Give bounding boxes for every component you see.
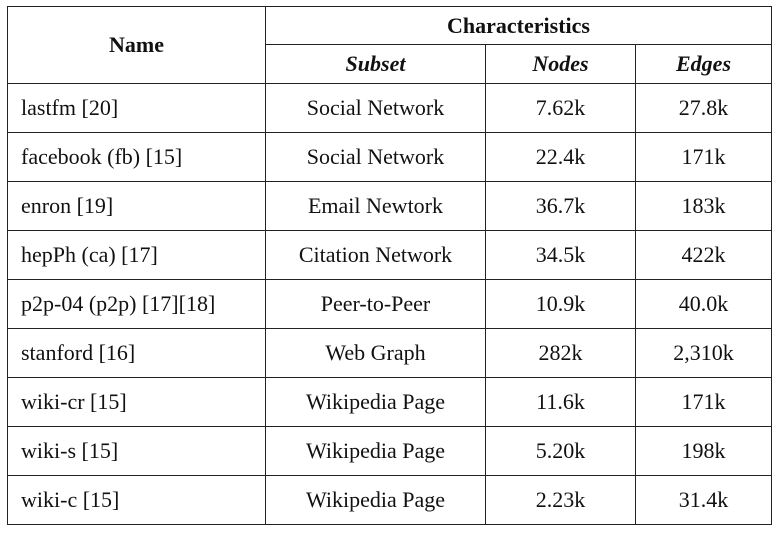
header-name: Name xyxy=(8,7,266,84)
cell-nodes: 282k xyxy=(486,329,636,378)
cell-edges: 40.0k xyxy=(636,280,772,329)
cell-name: p2p-04 (p2p) [17][18] xyxy=(8,280,266,329)
cell-subset: Peer-to-Peer xyxy=(266,280,486,329)
cell-name: hepPh (ca) [17] xyxy=(8,231,266,280)
dataset-table xyxy=(7,6,772,525)
table-row xyxy=(8,378,772,427)
cell-name: lastfm [20] xyxy=(8,84,266,133)
cell-name: stanford [16] xyxy=(8,329,266,378)
cell-nodes: 2.23k xyxy=(486,476,636,525)
table-row xyxy=(8,133,772,182)
cell-edges: 422k xyxy=(636,231,772,280)
cell-nodes: 7.62k xyxy=(486,84,636,133)
cell-edges: 183k xyxy=(636,182,772,231)
cell-nodes: 34.5k xyxy=(486,231,636,280)
cell-subset: Wikipedia Page xyxy=(266,378,486,427)
cell-subset: Email Newtork xyxy=(266,182,486,231)
table-row xyxy=(8,231,772,280)
table-row xyxy=(8,280,772,329)
table-row xyxy=(8,427,772,476)
cell-subset: Citation Network xyxy=(266,231,486,280)
cell-name: enron [19] xyxy=(8,182,266,231)
cell-subset: Social Network xyxy=(266,133,486,182)
cell-nodes: 5.20k xyxy=(486,427,636,476)
cell-subset: Web Graph xyxy=(266,329,486,378)
cell-edges: 171k xyxy=(636,133,772,182)
cell-edges: 27.8k xyxy=(636,84,772,133)
cell-edges: 171k xyxy=(636,378,772,427)
table-row xyxy=(8,476,772,525)
header-subset: Subset xyxy=(266,45,486,84)
cell-nodes: 36.7k xyxy=(486,182,636,231)
header-edges: Edges xyxy=(636,45,772,84)
header-nodes: Nodes xyxy=(486,45,636,84)
cell-subset: Social Network xyxy=(266,84,486,133)
cell-nodes: 11.6k xyxy=(486,378,636,427)
cell-subset: Wikipedia Page xyxy=(266,476,486,525)
header-characteristics: Characteristics xyxy=(266,7,772,45)
cell-name: wiki-s [15] xyxy=(8,427,266,476)
cell-edges: 31.4k xyxy=(636,476,772,525)
table-row xyxy=(8,329,772,378)
table-row xyxy=(8,182,772,231)
cell-subset: Wikipedia Page xyxy=(266,427,486,476)
cell-nodes: 22.4k xyxy=(486,133,636,182)
cell-name: facebook (fb) [15] xyxy=(8,133,266,182)
cell-name: wiki-c [15] xyxy=(8,476,266,525)
cell-edges: 2,310k xyxy=(636,329,772,378)
table-row xyxy=(8,84,772,133)
cell-nodes: 10.9k xyxy=(486,280,636,329)
cell-edges: 198k xyxy=(636,427,772,476)
cell-name: wiki-cr [15] xyxy=(8,378,266,427)
